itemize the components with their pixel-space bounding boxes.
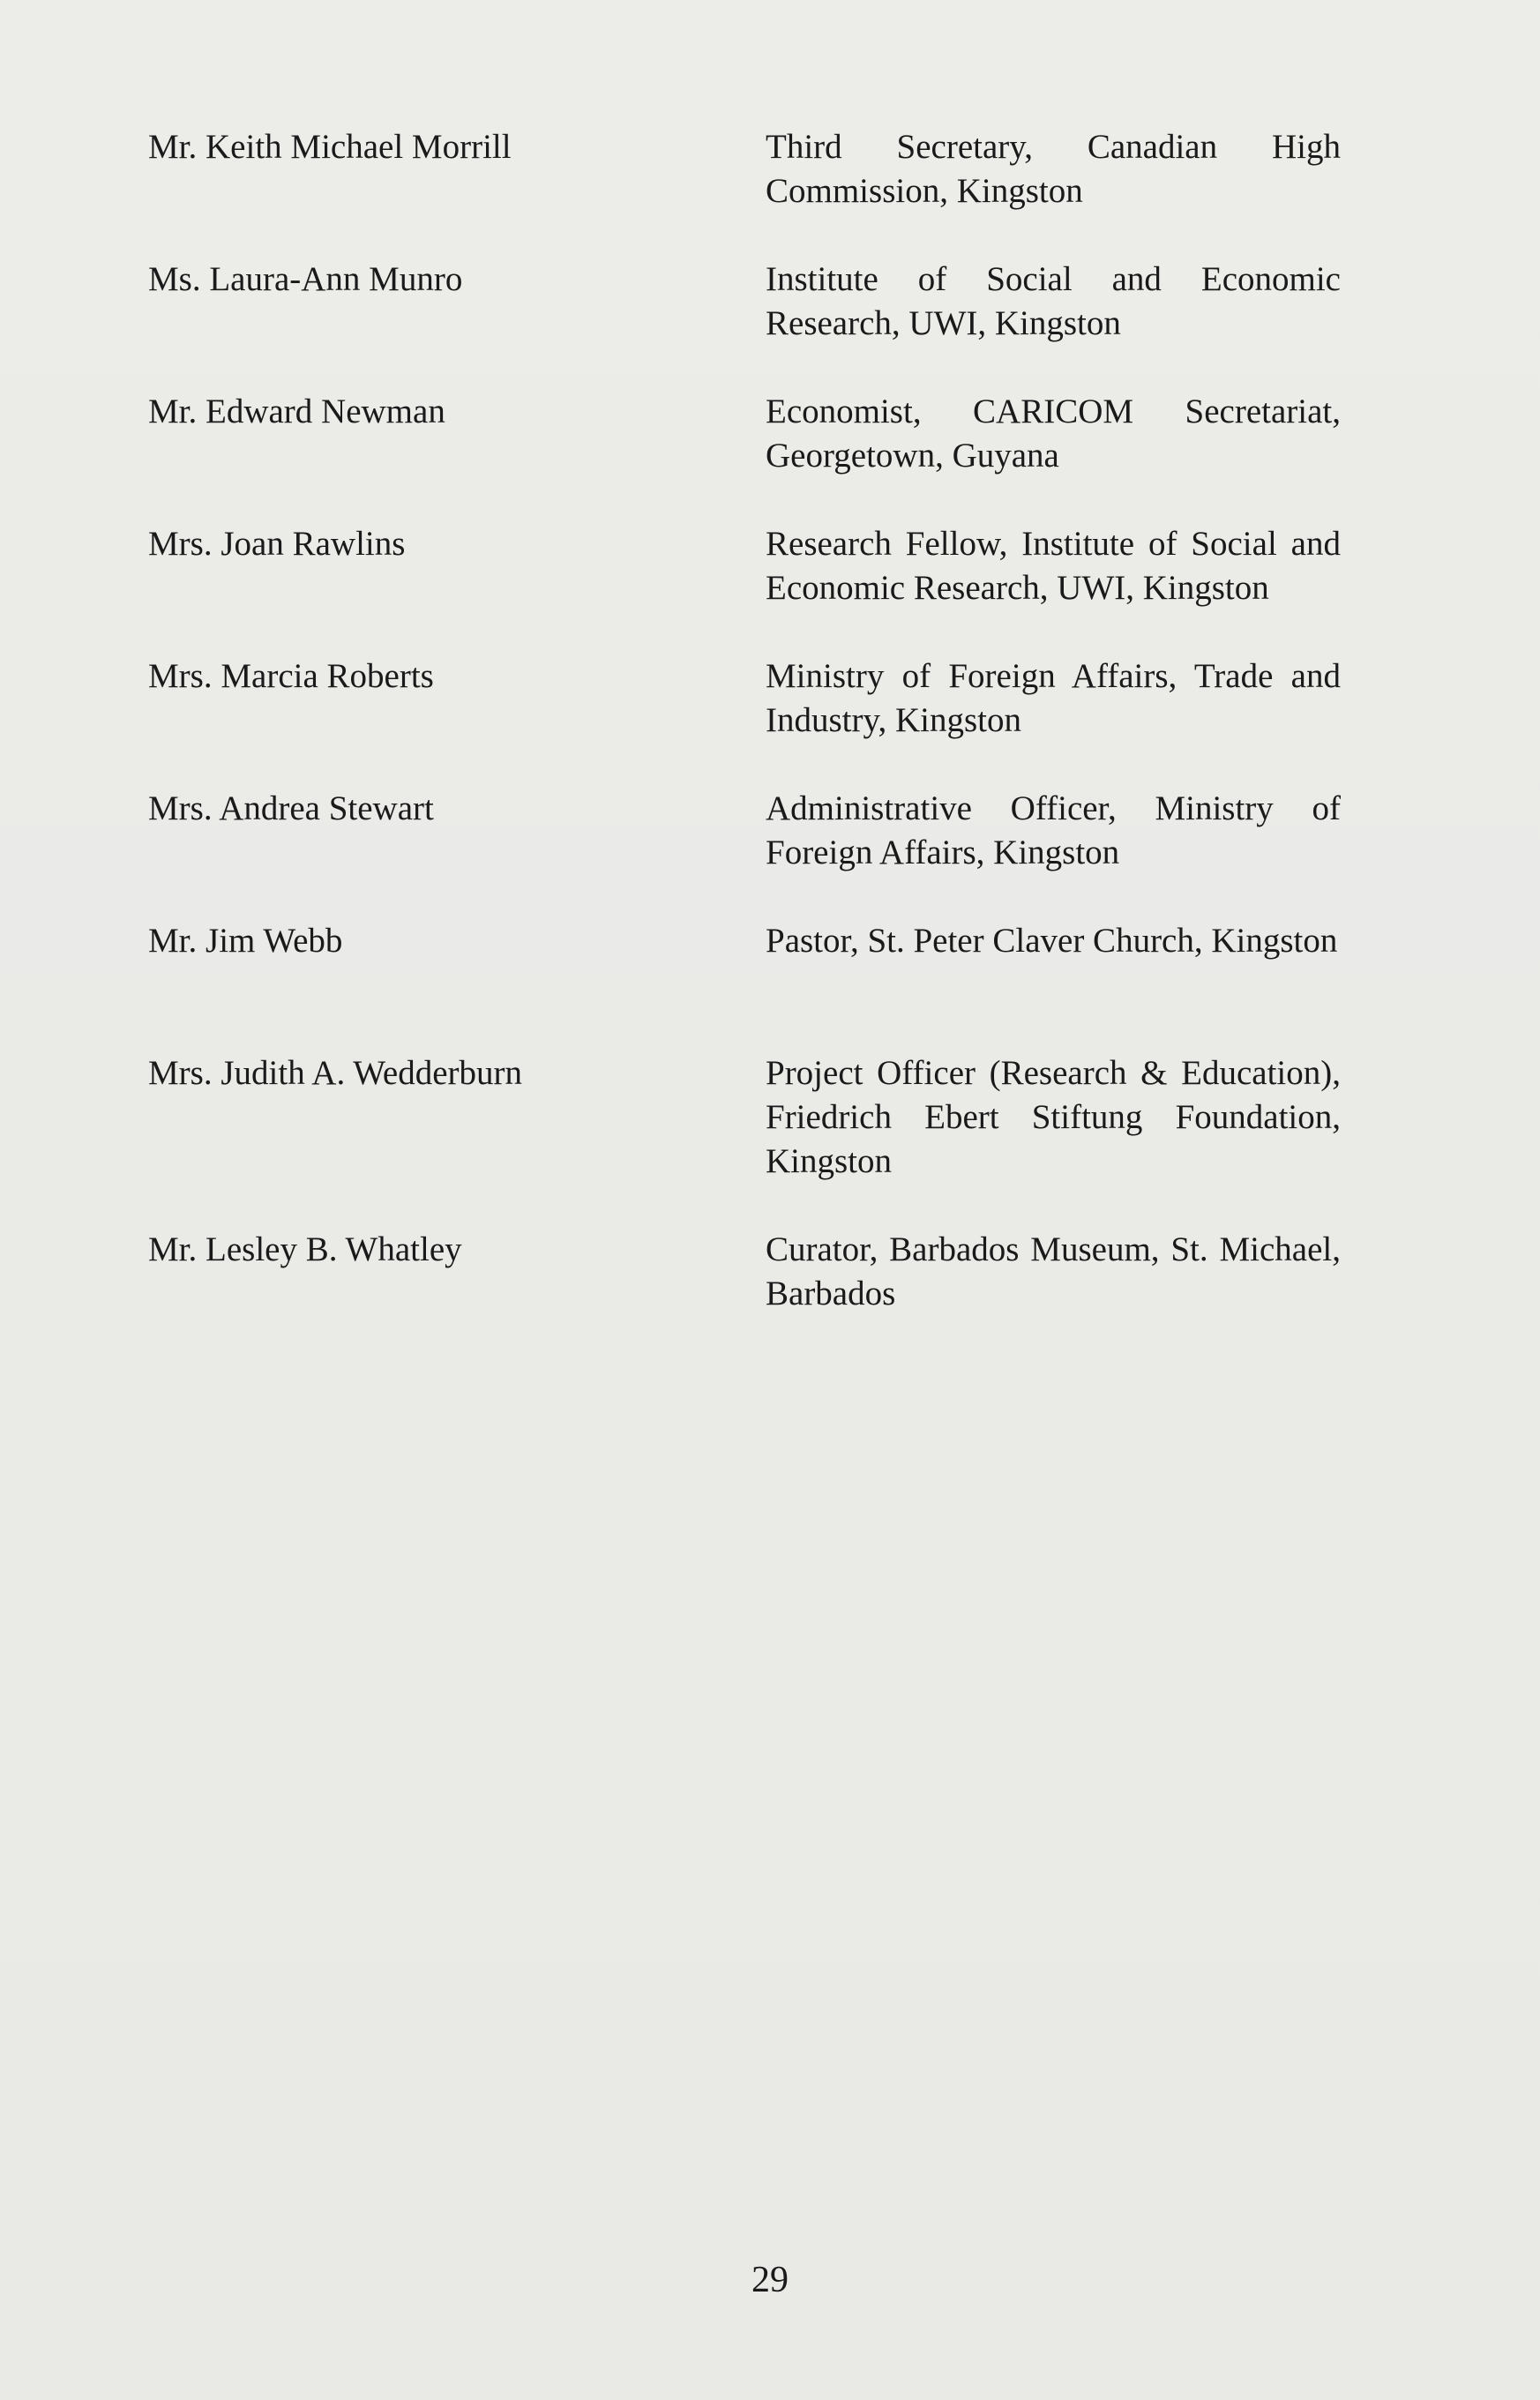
participant-name: Mrs. Judith A. Wedderburn xyxy=(148,1054,523,1092)
participant-affiliation: Administrative Officer, Ministry of Foreign Affairs, Kingston xyxy=(766,789,1341,871)
participant-row xyxy=(148,522,1341,610)
page-number: 29 xyxy=(751,2260,789,2300)
participant-name: Mr. Lesley B. Whatley xyxy=(148,1230,462,1268)
participant-affiliation: Third Secretary, Canadian High Commission, Kingston xyxy=(766,128,1341,210)
participant-list xyxy=(148,125,1341,1360)
participant-row xyxy=(148,919,1341,1007)
participant-name: Mr. Keith Michael Morrill xyxy=(148,128,512,166)
participant-row xyxy=(148,787,1341,875)
participant-row xyxy=(148,390,1341,478)
participant-name: Mrs. Joan Rawlins xyxy=(148,525,406,563)
participant-row xyxy=(148,258,1341,346)
participant-affiliation: Ministry of Foreign Affairs, Trade and Industry, Kingston xyxy=(766,657,1341,739)
participant-row xyxy=(148,1051,1341,1184)
participant-affiliation: Project Officer (Research & Education), Friedrich Ebert Stiftung Foundation, Kingston xyxy=(766,1054,1341,1180)
participant-row xyxy=(148,1228,1341,1316)
participant-name: Mr. Edward Newman xyxy=(148,393,445,430)
participant-name: Mrs. Andrea Stewart xyxy=(148,789,434,827)
participant-affiliation: Institute of Social and Economic Research, UWI, Kingston xyxy=(766,260,1341,342)
participant-affiliation: Economist, CARICOM Secretariat, Georgetown, Guyana xyxy=(766,393,1341,475)
participant-name: Mr. Jim Webb xyxy=(148,922,343,960)
participant-affiliation: Curator, Barbados Museum, St. Michael, Barbados xyxy=(766,1230,1341,1312)
participant-name: Mrs. Marcia Roberts xyxy=(148,657,434,695)
participant-row xyxy=(148,654,1341,743)
participant-affiliation: Pastor, St. Peter Claver Church, Kingston xyxy=(766,922,1338,960)
participant-name: Ms. Laura-Ann Munro xyxy=(148,260,463,298)
participant-affiliation: Research Fellow, Institute of Social and Economic Research, UWI, Kingston xyxy=(766,525,1341,607)
participant-row xyxy=(148,125,1341,213)
